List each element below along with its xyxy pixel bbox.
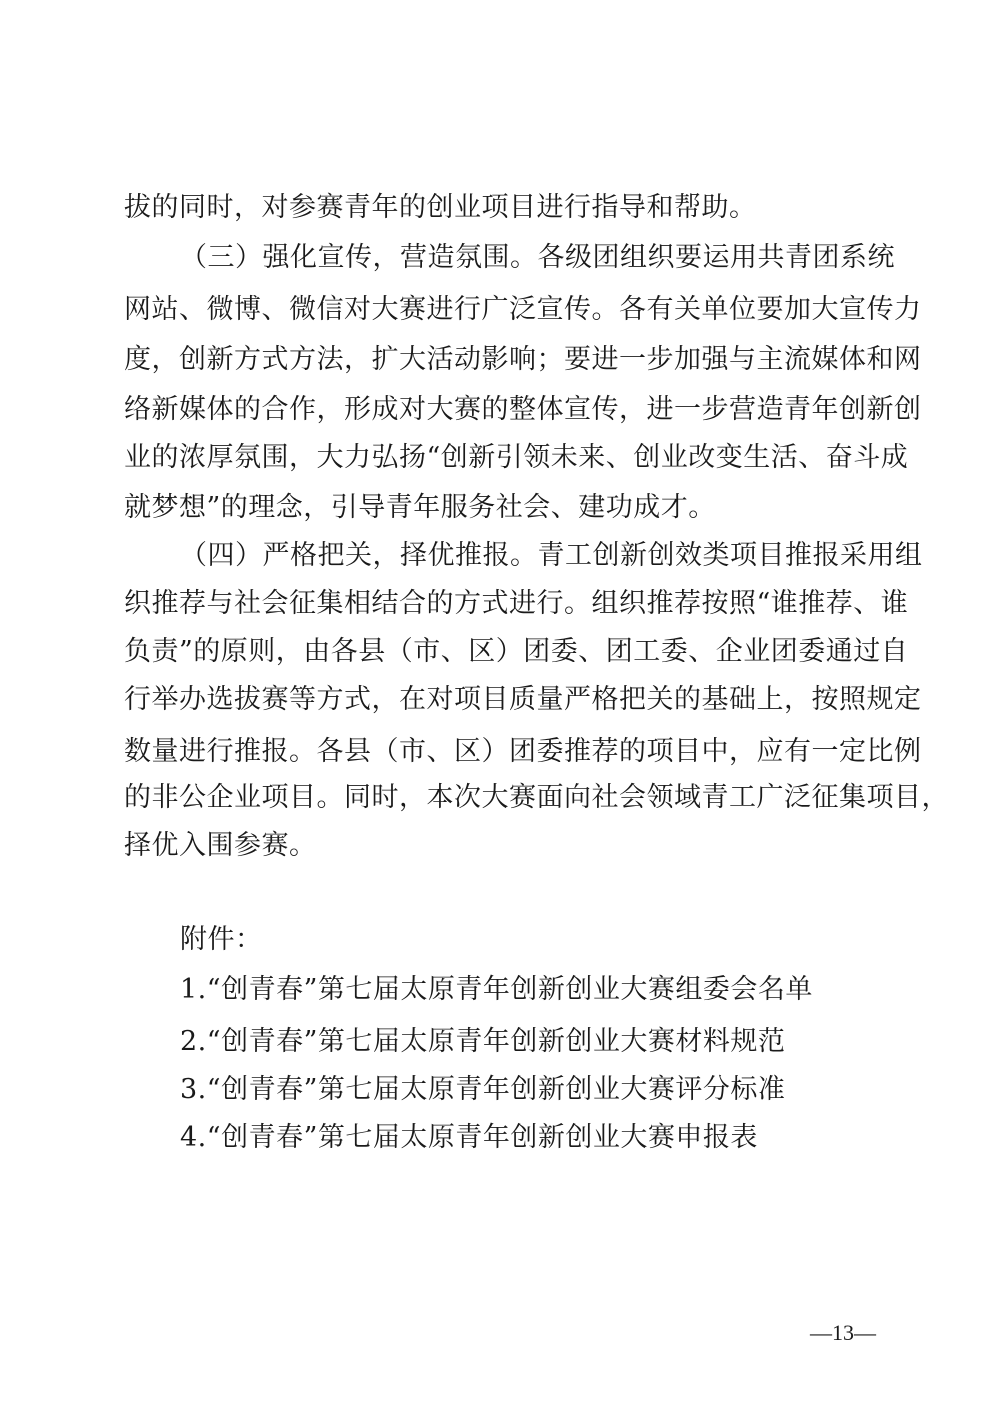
attachment-item: 4.“创青春”第七届太原青年创新创业大赛申报表 (180, 1122, 758, 1153)
body-line: 数量进行推报。各县（市、区）团委推荐的项目中，应有一定比例 (124, 736, 922, 767)
body-line: （四）严格把关，择优推报。青工创新创效类项目推报采用组 (180, 540, 923, 571)
body-line: 行举办选拔赛等方式，在对项目质量严格把关的基础上，按照规定 (124, 684, 922, 715)
body-line: （三）强化宣传，营造氛围。各级团组织要运用共青团系统 (180, 242, 895, 273)
body-line: 拔的同时，对参赛青年的创业项目进行指导和帮助。 (124, 192, 757, 223)
body-line: 择优入围参赛。 (124, 830, 317, 861)
body-line: 织推荐与社会征集相结合的方式进行。组织推荐按照“谁推荐、谁 (124, 588, 909, 619)
attachment-item: 1.“创青春”第七届太原青年创新创业大赛组委会名单 (180, 974, 813, 1005)
body-line: 业的浓厚氛围，大力弘扬“创新引领未来、创业改变生活、奋斗成 (124, 442, 909, 473)
body-line: 负责”的原则，由各县（市、区）团委、团工委、企业团委通过自 (124, 636, 909, 667)
body-line: 网站、微博、微信对大赛进行广泛宣传。各有关单位要加大宣传力 (124, 294, 922, 325)
attachment-item: 3.“创青春”第七届太原青年创新创业大赛评分标准 (180, 1074, 786, 1105)
attachments-heading: 附件： (180, 924, 263, 955)
attachment-item: 2.“创青春”第七届太原青年创新创业大赛材料规范 (180, 1026, 786, 1057)
body-line: 度，创新方式方法，扩大活动影响；要进一步加强与主流媒体和网 (124, 344, 922, 375)
body-line: 络新媒体的合作，形成对大赛的整体宣传，进一步营造青年创新创 (124, 394, 922, 425)
page-number: —13— (810, 1320, 876, 1345)
body-line: 就梦想”的理念，引导青年服务社会、建功成才。 (124, 492, 716, 523)
body-line: 的非公企业项目。同时，本次大赛面向社会领域青工广泛征集项目， (124, 782, 949, 813)
